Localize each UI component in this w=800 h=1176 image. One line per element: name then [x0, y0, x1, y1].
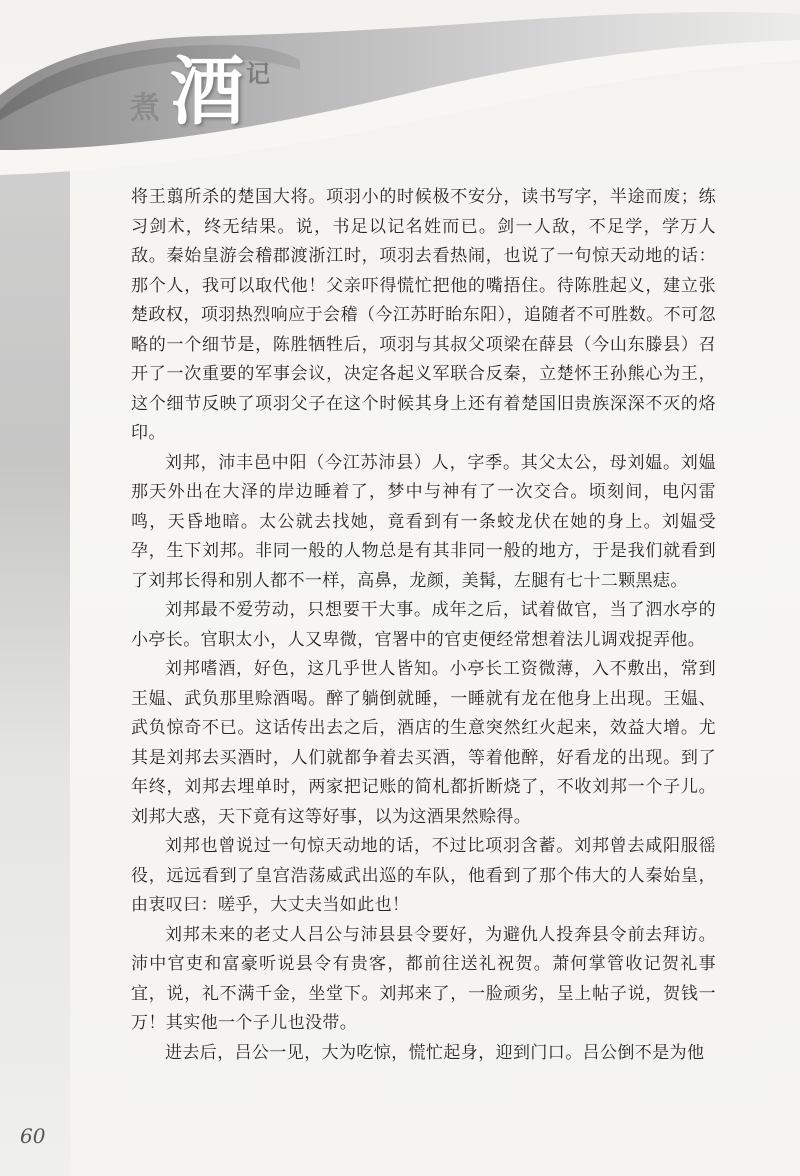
paragraph: 刘邦未来的老丈人吕公与沛县县令要好，为避仇人投奔县令前去拜访。沛中官吏和富豪听说县令有贵客，都前往送礼祝贺。萧何掌管收记贺礼事宜，说，礼不满千金，坐堂下。刘邦来了，一脸顽劣，呈上帖子说，贺钱一万！其实他一个子儿也没带。	[131, 924, 716, 1033]
paragraph: 刘邦也曾说过一句惊天动地的话，不过比项羽含蓄。刘邦曾去咸阳服徭役，远远看到了皇宫浩荡威武出巡的车队，他看到了那个伟大的人秦始皇，由衷叹曰：嗟乎，大丈夫当如此也！	[131, 836, 716, 915]
paragraph: 进去后，吕公一见，大为吃惊，慌忙起身，迎到门口。吕公倒不是为他	[165, 1042, 705, 1063]
section-title-main-char: 酒	[170, 49, 244, 135]
body-text	[131, 183, 716, 1068]
paragraph: 刘邦最不爱劳动，只想要干大事。成年之后，试着做官，当了泗水亭的小亭长。官职太小，人又卑微，官署中的官吏便经常想着法儿调戏捉弄他。	[131, 600, 716, 650]
left-shadow-decoration	[0, 150, 70, 1176]
paragraph: 刘邦，沛丰邑中阳（今江苏沛县）人，字季。其父太公，母刘媪。刘媪那天外出在大泽的岸边睡着了，梦中与神有了一次交合。顷刻间，电闪雷鸣，天昏地暗。太公就去找她，竟看到有一条蛟龙伏在她的身上。刘媪受孕，生下刘邦。非同一般的人物总是有其非同一般的地方，于是我们就看到了刘邦长得和别人都不一样，高鼻，龙颜，美髯，左腿有七十二颗黑痣。	[131, 452, 716, 591]
page-number: 60	[20, 1124, 46, 1148]
paragraph: 将王翦所杀的楚国大将。项羽小的时候极不安分，读书写字，半途而废；练习剑术，终无结果。说，书足以记名姓而已。剑一人敌，不足学，学万人敌。秦始皇游会稽郡渡浙江时，项羽去看热闹，也说了一句惊天动地的话：那个人，我可以取代他！父亲吓得慌忙把他的嘴捂住。待陈胜起义，建立张楚政权，项羽热烈响应于会稽（今江苏盱眙东阳），追随者不可胜数。不可忽略的一个细节是，陈胜牺牲后，项羽与其叔父项梁在薛县（今山东滕县）召开了一次重要的军事会议，决定各起义军联合反秦，立楚怀王孙熊心为王，这个细节反映了项羽父子在这个时候其身上还有着楚国旧贵族深深不灭的烙印。	[131, 187, 716, 443]
section-title-right-char: 记	[246, 59, 270, 88]
section-title-left-char: 煮	[130, 91, 160, 126]
paragraph: 刘邦嗜酒，好色，这几乎世人皆知。小亭长工资微薄，入不敷出，常到王媪、武负那里赊酒喝。醉了躺倒就睡，一睡就有龙在他身上出现。王媪、武负惊奇不已。这话传出去之后，酒店的生意突然红火起来，效益大增。尤其是刘邦去买酒时，人们就都争着去买酒，等着他醉，好看龙的出现。到了年终，刘邦去埋单时，两家把记账的简札都折断烧了，不收刘邦一个子儿。刘邦大惑，天下竟有这等好事，以为这酒果然赊得。	[131, 659, 716, 827]
section-title-mark	[120, 40, 270, 150]
